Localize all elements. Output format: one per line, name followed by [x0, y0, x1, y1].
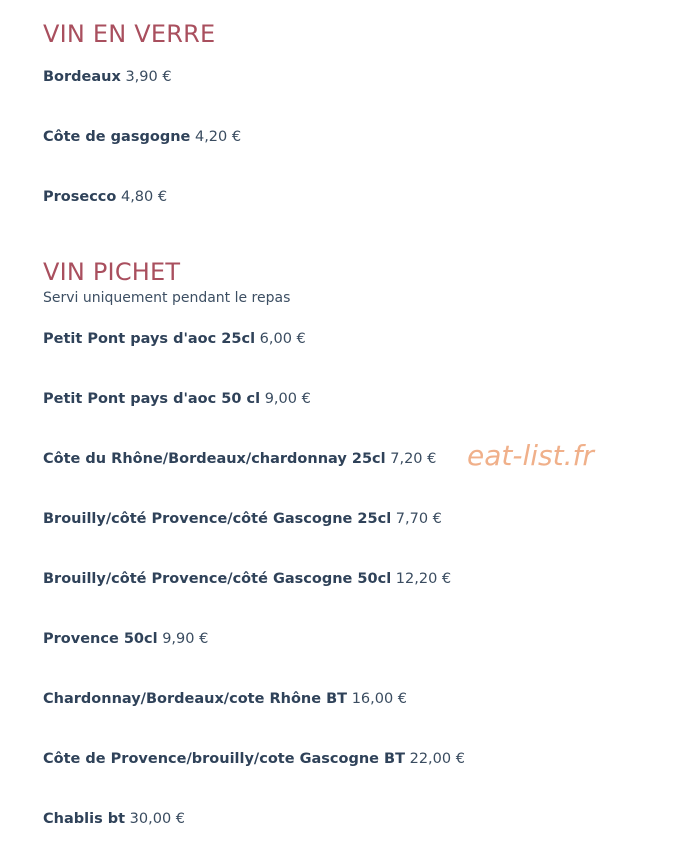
item-price: 4,20 €	[194, 129, 242, 145]
item-price: 7,20 €	[390, 451, 437, 467]
item-name: Chardonnay/Bordeaux/cote Rhône BT	[43, 691, 348, 707]
menu-item-chardonnay-bt	[43, 690, 407, 708]
item-price: 9,90 €	[162, 631, 209, 647]
item-name: Bordeaux	[43, 69, 121, 85]
item-price: 6,00 €	[259, 331, 306, 347]
item-price: 9,00 €	[264, 391, 311, 407]
item-price: 22,00 €	[409, 751, 465, 767]
item-price: 16,00 €	[351, 691, 408, 707]
menu-item-brouilly-50cl	[43, 570, 451, 588]
menu-item-petit-pont-25cl	[43, 330, 306, 348]
item-name: Côte de Provence/brouilly/cote Gascogne BT	[43, 751, 405, 767]
menu-item-cote-de-provence-bt	[43, 750, 465, 768]
menu-item-bordeaux	[43, 68, 172, 86]
item-name: Petit Pont pays d'aoc 50 cl	[43, 391, 261, 407]
menu-item-cote-du-rhone-25cl	[43, 450, 436, 468]
item-name: Provence 50cl	[43, 631, 158, 647]
item-price: 3,90 €	[125, 69, 172, 85]
menu-item-prosecco	[43, 188, 167, 206]
menu-item-brouilly-25cl	[43, 510, 442, 528]
item-price: 12,20 €	[395, 571, 452, 587]
item-name: Côte du Rhône/Bordeaux/chardonnay 25cl	[43, 451, 386, 467]
menu-item-provence-50cl	[43, 630, 208, 648]
section-title-vin-en-verre: VIN EN VERRE	[43, 20, 216, 48]
item-name: Côte de gasgogne	[43, 129, 191, 145]
item-price: 30,00 €	[129, 811, 186, 827]
section-subtitle: Servi uniquement pendant le repas	[43, 290, 291, 306]
menu-item-cote-de-gasgogne	[43, 128, 241, 146]
menu-item-chablis-bt	[43, 810, 185, 828]
item-name: Petit Pont pays d'aoc 25cl	[43, 331, 256, 347]
item-price: 4,80 €	[120, 189, 168, 205]
section-title-vin-pichet: VIN PICHET	[43, 258, 181, 286]
watermark-text: eat-list.fr	[467, 439, 594, 472]
menu-item-petit-pont-50cl	[43, 390, 311, 408]
item-name: Brouilly/côté Provence/côté Gascogne 25cl	[43, 511, 392, 527]
item-name: Brouilly/côté Provence/côté Gascogne 50cl	[43, 571, 392, 587]
item-name: Chablis bt	[43, 811, 126, 827]
item-price: 7,70 €	[395, 511, 442, 527]
item-name: Prosecco	[43, 189, 117, 205]
